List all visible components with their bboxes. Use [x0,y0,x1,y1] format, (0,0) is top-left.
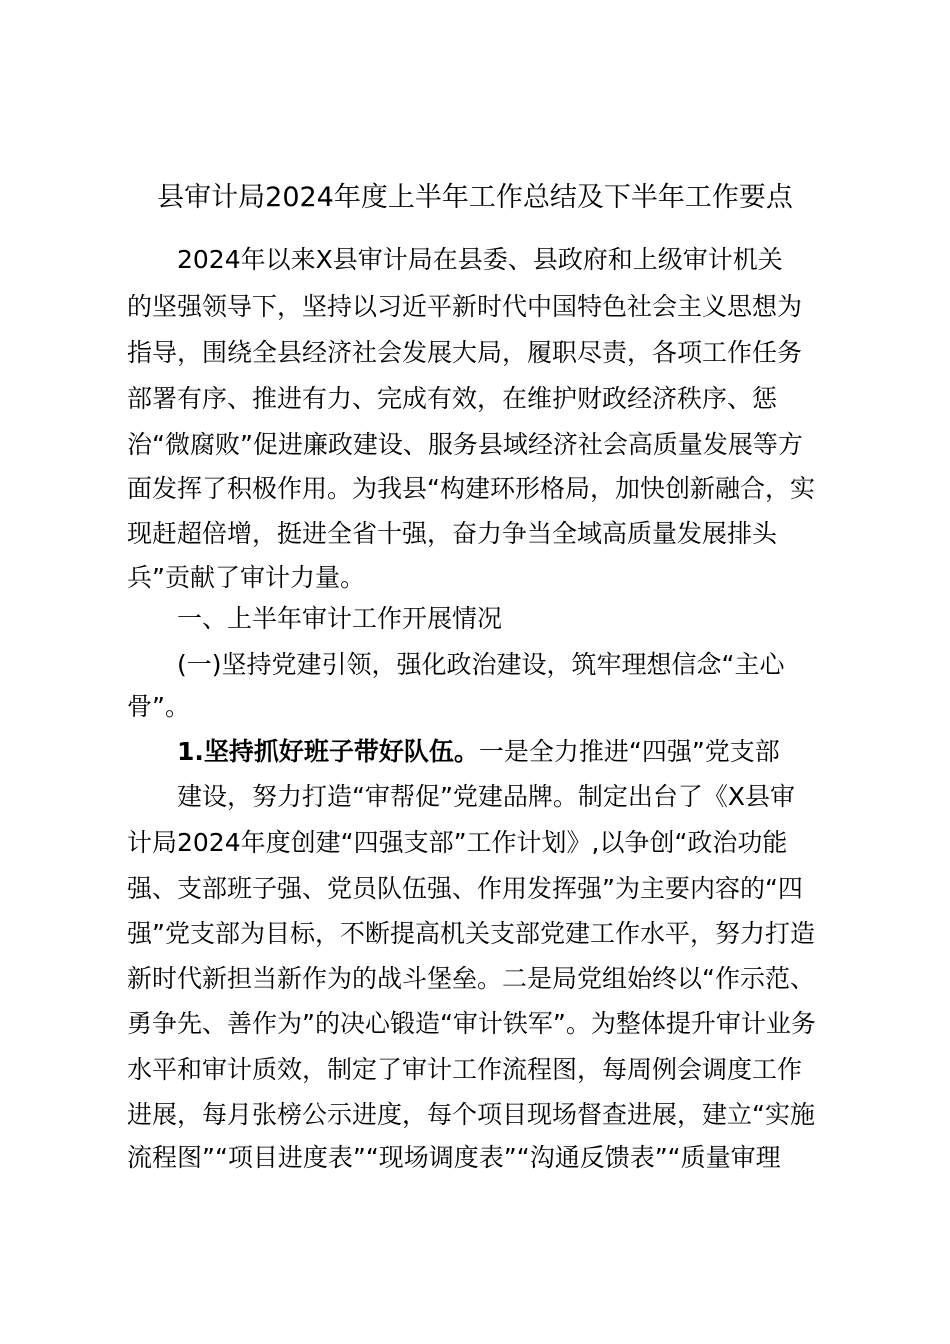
paragraph-line: 建设，努力打造“审帮促”党建品牌。制定出台了《X县审 [177,782,796,811]
paragraph-line: 面发挥了积极作用。为我县“构建环形格局，加快创新融合，实 [127,474,815,503]
paragraph-text: 一是全力推进“四强”党支部 [478,737,780,766]
paragraph-line: 2024年以来X县审计局在县委、县政府和上级审计机关 [177,245,783,274]
subsection-heading-cont: 骨”。 [127,692,190,721]
bold-heading: 1.坚持抓好班子带好队伍。 [177,737,479,766]
subsection-heading: (一)坚持党建引领，强化政治建设，筑牢理想信念“主心 [177,650,785,679]
paragraph-line: 的坚强领导下，坚持以习近平新时代中国特色社会主义思想为 [127,292,803,321]
paragraph-line: 兵”贡献了审计力量。 [127,563,365,592]
paragraph-line: 新时代新担当新作为的战斗堡垒。二是局党组始终以“作示范、 [127,964,815,993]
paragraph-line: 指导，围绕全县经济社会发展大局，履职尽责，各项工作任务 [127,338,803,367]
paragraph-line: 治“微腐败”促进廉政建设、服务县域经济社会高质量发展等方 [127,430,803,459]
section-heading: 一、上半年审计工作开展情况 [177,604,503,633]
paragraph-line: 强、支部班子强、党员队伍强、作用发挥强”为主要内容的“四 [127,874,803,903]
paragraph-line: 流程图”“项目进度表”“现场调度表”“沟通反馈表”“质量审理 [127,1143,781,1172]
paragraph-line: 现赶超倍增，挺进全省十强，奋力争当全域高质量发展排头 [127,519,778,548]
paragraph-line: 强”党支部为目标，不断提高机关支部党建工作水平，努力打造 [127,919,815,948]
paragraph-line: 水平和审计质效，制定了审计工作流程图，每周例会调度工作 [127,1055,803,1084]
document-title: 县审计局2024年度上半年工作总结及下半年工作要点 [157,182,793,213]
paragraph-line: 进展，每月张榜公示进度，每个项目现场督查进展，建立“实施 [127,1100,815,1129]
paragraph-line: 勇争先、善作为”的决心锻造“审计铁军”。为整体提升审计业务 [127,1009,816,1038]
paragraph-line: 计局2024年度创建“四强支部”工作计划》,以争创“政治功能 [127,828,788,857]
paragraph-line: 部署有序、推进有力、完成有效，在维护财政经济秩序、惩 [127,384,778,413]
paragraph-line [177,735,780,769]
